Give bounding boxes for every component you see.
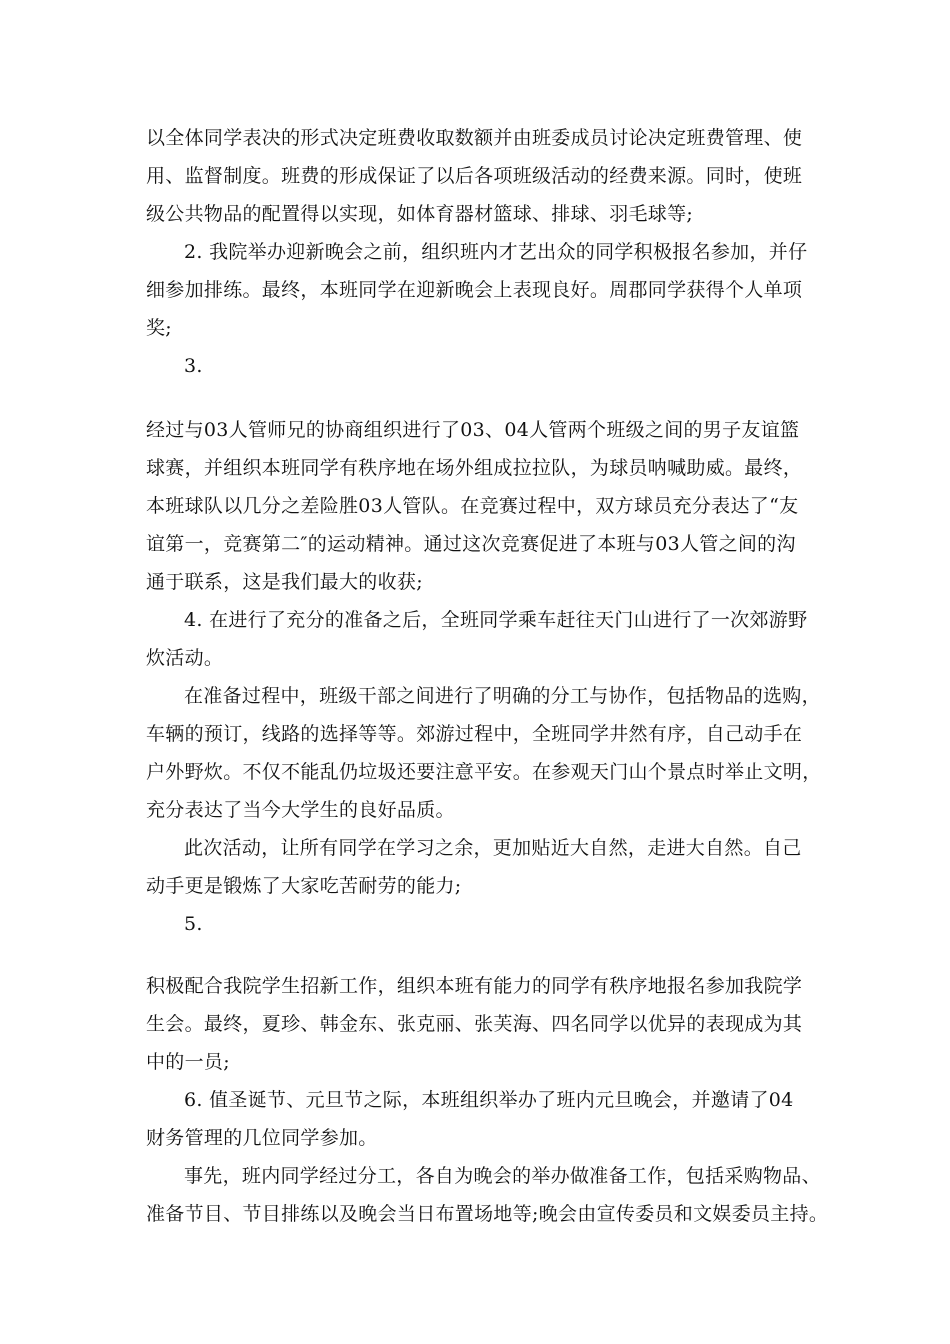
text-line: 事先，班内同学经过分工，各自为晚会的举办做准备工作，包括采购物品、 bbox=[184, 1165, 821, 1187]
text-line: 级公共物品的配置得以实现，如体育器材篮球、排球、羽毛球等; bbox=[146, 203, 694, 225]
text-line: 细参加排练。最终，本班同学在迎新晚会上表现良好。周郡同学获得个人单项 bbox=[146, 279, 803, 301]
text-line: 5. bbox=[184, 913, 203, 935]
text-line: 经过与03人管师兄的协商组织进行了03、04人管两个班级之间的男子友谊篮 bbox=[146, 419, 800, 441]
text-line: 3. bbox=[184, 355, 203, 377]
text-line: 谊第一，竞赛第二″的运动精神。通过这次竞赛促进了本班与03人管之间的沟 bbox=[146, 533, 796, 555]
text-line: 奖; bbox=[146, 317, 173, 339]
text-line: 本班球队以几分之差险胜03人管队。在竞赛过程中，双方球员充分表达了“友 bbox=[146, 495, 799, 517]
text-line: 2. 我院举办迎新晚会之前，组织班内才艺出众的同学积极报名参加，并仔 bbox=[184, 241, 808, 263]
text-line: 车辆的预订，线路的选择等等。郊游过程中，全班同学井然有序，自己动手在 bbox=[146, 723, 803, 745]
text-line: 动手更是锻炼了大家吃苦耐劳的能力; bbox=[146, 875, 462, 897]
text-line: 财务管理的几位同学参加。 bbox=[146, 1127, 378, 1149]
text-line: 4. 在进行了充分的准备之后，全班同学乘车赶往天门山进行了一次郊游野 bbox=[184, 609, 808, 631]
text-line: 生会。最终，夏珍、韩金东、张克丽、张芙海、四名同学以优异的表现成为其 bbox=[146, 1013, 803, 1035]
text-line: 此次活动，让所有同学在学习之余，更加贴近大自然，走进大自然。自己 bbox=[184, 837, 802, 859]
text-line: 在准备过程中，班级干部之间进行了明确的分工与协作，包括物品的选购， bbox=[184, 685, 821, 707]
text-line: 充分表达了当今大学生的良好品质。 bbox=[146, 799, 455, 821]
text-line: 炊活动。 bbox=[146, 647, 224, 669]
text-line: 球赛，并组织本班同学有秩序地在场外组成拉拉队，为球员呐喊助威。最终， bbox=[146, 457, 803, 479]
text-line: 积极配合我院学生招新工作，组织本班有能力的同学有秩序地报名参加我院学 bbox=[146, 975, 803, 997]
text-line: 以全体同学表决的形式决定班费收取数额并由班委成员讨论决定班费管理、使 bbox=[146, 127, 803, 149]
text-line: 准备节目、节目排练以及晚会当日布置场地等;晚会由宣传委员和文娱委员主持。 bbox=[146, 1203, 829, 1225]
text-line: 中的一员; bbox=[146, 1051, 230, 1073]
text-line: 户外野炊。不仅不能乱仍垃圾还要注意平安。在参观天门山个景点时举止文明， bbox=[146, 761, 822, 783]
text-line: 通于联系，这是我们最大的收获; bbox=[146, 571, 423, 593]
text-line: 6. 值圣诞节、元旦节之际，本班组织举办了班内元旦晚会，并邀请了04 bbox=[184, 1089, 794, 1111]
text-line: 用、监督制度。班费的形成保证了以后各项班级活动的经费来源。同时，使班 bbox=[146, 165, 803, 187]
